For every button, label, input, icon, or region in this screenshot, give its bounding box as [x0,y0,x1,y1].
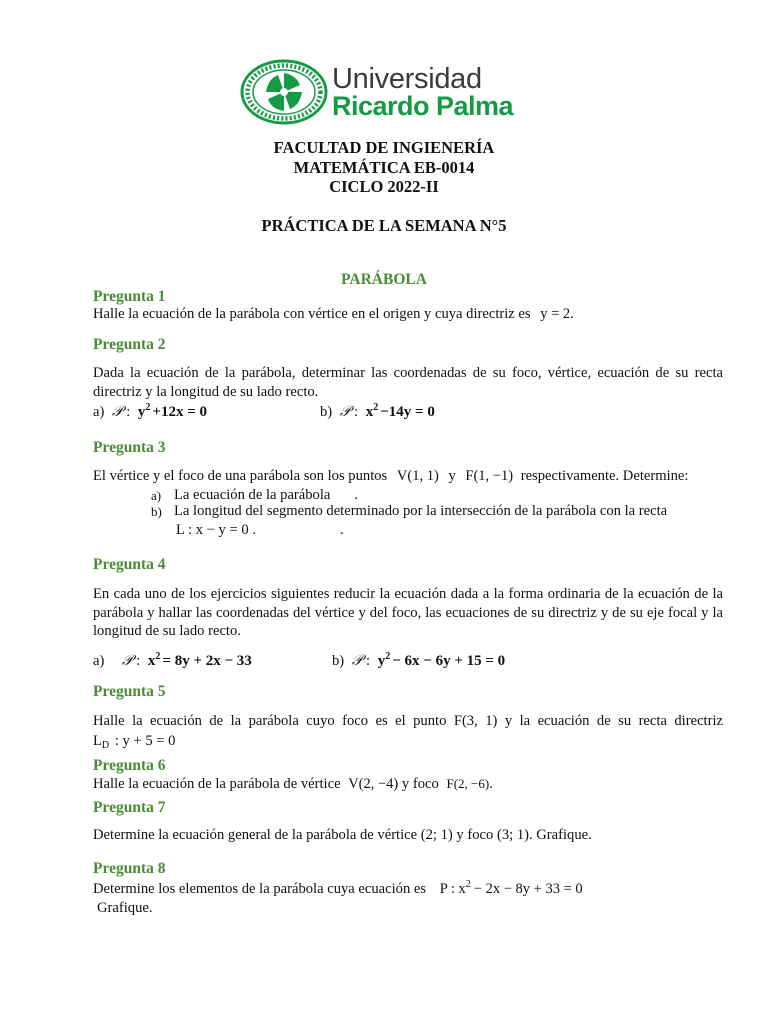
question-1-statement [93,307,574,322]
question-3-item-b: La longitud del segmento determinado por la intersección de la parábola con la recta [174,503,668,519]
question-3-statement [93,469,688,484]
equation-part: − 6x − 6y + 15 = 0 [392,653,506,669]
equation-exponent: 2 [155,651,161,662]
practice-title: PRÁCTICA DE LA SEMANA N°5 [261,216,507,235]
question-6-text-2: y foco [401,776,439,792]
equation-exponent: 2 [465,879,471,890]
question-5-text: Halle la ecuación de la parábola cuyo foco es el punto F(3, 1) y la ecuación de su recta directriz [93,713,723,729]
equation-exponent: 2 [145,402,151,413]
vertex-point: V(2, −4) [348,776,399,792]
question-4-text: En cada uno de los ejercicios siguientes reducir la ecuación dada a la forma ordinaria de la ecuación de la parábola y hallar las coordenadas del vértice y del foco, las ecuaciones de su directriz y de su eje focal y la longitud de su lado recto. [93,586,723,639]
equation-part: P : x [439,881,466,897]
colon: : [354,404,359,420]
university-logo [236,57,578,127]
equation-part: − 2x − 8y + 33 = 0 [473,881,583,897]
question-1-end: . [570,306,574,322]
parabola-symbol: 𝒫 [112,404,123,420]
question-3-item-b-label: b) [151,504,162,519]
option-label: a) [93,653,105,669]
equation-part: y [377,653,386,669]
question-6-title: Pregunta 6 [93,757,166,774]
equation-exponent: 2 [373,402,379,413]
course-title: MATEMÁTICA EB-0014 [293,158,475,177]
item-text: La ecuación de la parábola [174,487,331,503]
parabola-symbol: 𝒫 [339,404,351,420]
colon: : [366,653,371,669]
equation-part: = 8y + 2x − 33 [162,653,252,669]
university-seal-icon [240,59,328,125]
question-5-title: Pregunta 5 [93,683,166,700]
question-3-line-equation [176,523,344,538]
focus-point: F(2, −6) [446,776,490,791]
question-2-title: Pregunta 2 [93,336,166,353]
logo-wordmark-universidad: Universidad [332,63,482,95]
topic-title: PARÁBOLA [341,271,427,288]
line-equation: L : x − y = 0 . [176,522,256,538]
directrix-symbol: L [93,733,102,749]
question-4-option-b [332,652,505,669]
equation-part: x [365,404,374,420]
equation-exponent: 2 [385,651,391,662]
parabola-symbol: 𝒫 [351,653,363,669]
option-label: a) [93,404,105,420]
question-8-text: Determine los elementos de la parábola cuya ecuación es [93,881,427,897]
vertex-point: V(1, 1) [396,468,439,484]
question-8-statement [93,880,583,897]
question-1-text: Halle la ecuación de la parábola con vértice en el origen y cuya directriz es [93,306,531,322]
equation-part: y [137,404,146,420]
focus-point: F(1, −1) [465,468,514,484]
question-8-graph-instruction: Grafique. [97,900,153,916]
question-7-text: Determine la ecuación general de la parábola de vértice (2; 1) y foco (3; 1). Grafique. [93,827,592,843]
equation-part: x [147,653,156,669]
question-5-directrix [93,734,175,751]
question-3-text: El vértice y el foco de una parábola son los puntos [93,468,388,484]
directrix-subscript: D [101,740,110,751]
faculty-title: FACULTAD DE INGIENERÍA [273,138,495,157]
option-label: b) [332,653,345,669]
question-6-text: Halle la ecuación de la parábola de vértice [93,776,341,792]
question-3-title: Pregunta 3 [93,439,166,456]
equation-part: −14y = 0 [380,404,435,420]
option-label: b) [320,404,333,420]
question-8-title: Pregunta 8 [93,860,166,877]
question-7-title: Pregunta 7 [93,799,166,816]
question-3-item-a-label: a) [151,488,162,503]
question-2-option-b [320,403,435,420]
question-1-title: Pregunta 1 [93,288,166,305]
question-4-title: Pregunta 4 [93,556,166,573]
question-3-item-a [174,488,358,503]
colon: : [126,404,131,420]
question-6-end: . [489,776,493,792]
question-2-option-a [93,403,207,420]
equation-part: +12x = 0 [152,404,208,420]
logo-wordmark-ricardo-palma: Ricardo Palma [332,91,514,121]
item-end: . [354,487,359,503]
directrix-equation: : y + 5 = 0 [114,733,176,749]
conjunction: y [448,468,456,484]
question-2-text: Dada la ecuación de la parábola, determinar las coordenadas de su foco, vértice, ecuación de su recta directriz y la longitud de su lado recto. [93,365,723,400]
colon: : [136,653,141,669]
question-4-option-a [93,652,252,669]
parabola-symbol: 𝒫 [122,653,133,669]
question-1-equation: y = 2 [540,306,571,322]
question-6-statement [93,777,493,792]
item-end: . [339,522,344,538]
cycle-title: CICLO 2022-II [329,177,439,196]
question-3-text-end: respectivamente. Determine: [520,468,689,484]
